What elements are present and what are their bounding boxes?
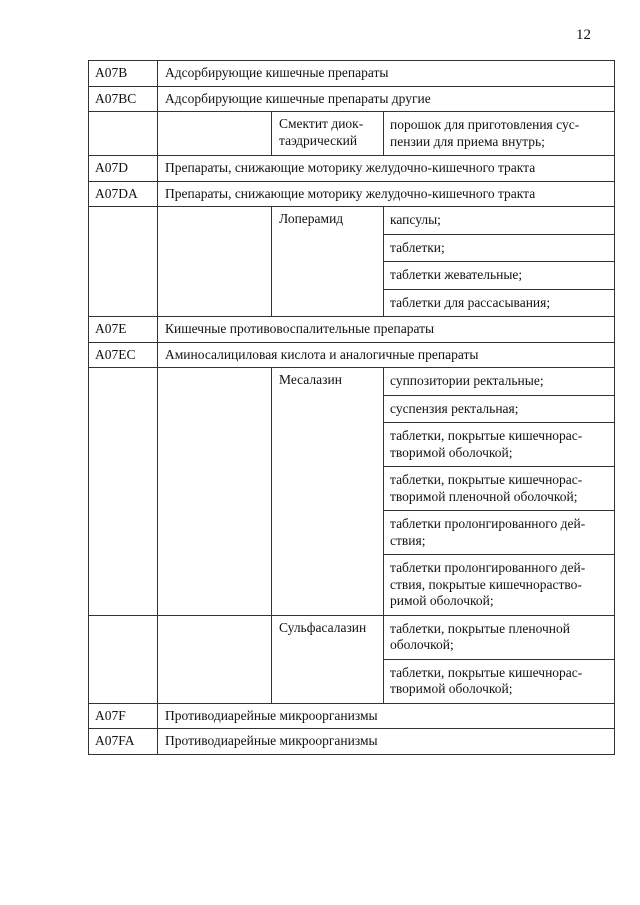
dosage-form: таблетки пролонгированного дей- ствия; xyxy=(384,511,614,555)
empty-code-cell xyxy=(89,368,158,616)
dosage-form: таблетки пролонгированного дей- ствия, покрытые кишечнораство- римой оболочкой; xyxy=(390,560,586,608)
empty-name-cell xyxy=(158,615,272,703)
group-row xyxy=(89,156,615,182)
drug-row xyxy=(89,368,615,616)
dosage-forms-list xyxy=(384,112,614,155)
drug-row xyxy=(89,112,615,156)
group-row xyxy=(89,703,615,729)
dosage-forms-cell xyxy=(384,368,615,616)
atc-code: A07B xyxy=(89,61,158,87)
dosage-forms-list xyxy=(384,616,614,703)
empty-name-cell xyxy=(158,207,272,317)
page-number: 12 xyxy=(576,27,591,43)
atc-code: A07F xyxy=(89,703,158,729)
drug-name: Месалазин xyxy=(272,368,384,616)
empty-code-cell xyxy=(89,207,158,317)
group-name: Препараты, снижающие моторику желудочно-кишечного тракта xyxy=(158,181,615,207)
dosage-forms-list xyxy=(384,207,614,316)
drug-classification-table xyxy=(88,60,615,755)
group-name: Адсорбирующие кишечные препараты другие xyxy=(158,86,615,112)
group-row xyxy=(89,86,615,112)
group-name: Противодиарейные микроорганизмы xyxy=(158,703,615,729)
drug-row xyxy=(89,207,615,317)
empty-name-cell xyxy=(158,368,272,616)
empty-code-cell xyxy=(89,615,158,703)
dosage-form: порошок для приготовления сус- пензии для приема внутрь; xyxy=(390,117,580,149)
group-name: Аминосалициловая кислота и аналогичные препараты xyxy=(158,342,615,368)
empty-code-cell xyxy=(89,112,158,156)
atc-code: A07DA xyxy=(89,181,158,207)
dosage-forms-cell xyxy=(384,615,615,703)
drug-name: Сульфасалазин xyxy=(272,615,384,703)
group-name: Адсорбирующие кишечные препараты xyxy=(158,61,615,87)
dosage-form: суппозитории ректальные; xyxy=(384,368,614,395)
atc-code: A07D xyxy=(89,156,158,182)
group-row xyxy=(89,61,615,87)
dosage-form: таблетки, покрытые пленочной оболочкой; xyxy=(384,616,614,660)
dosage-forms-list xyxy=(384,368,614,615)
group-row xyxy=(89,342,615,368)
atc-code: A07FA xyxy=(89,729,158,755)
group-name: Противодиарейные микроорганизмы xyxy=(158,729,615,755)
group-row xyxy=(89,729,615,755)
group-row xyxy=(89,317,615,343)
dosage-form: таблетки, покрытые кишечнорас- творимой оболочкой; xyxy=(384,423,614,467)
drug-name: Лоперамид xyxy=(272,207,384,317)
dosage-form: таблетки; xyxy=(384,234,614,262)
atc-code: A07E xyxy=(89,317,158,343)
dosage-form: таблетки, покрытые кишечнорас- творимой оболочкой; xyxy=(390,664,583,696)
dosage-form: таблетки для рассасывания; xyxy=(390,294,551,310)
group-name: Препараты, снижающие моторику желудочно-кишечного тракта xyxy=(158,156,615,182)
atc-code: A07BC xyxy=(89,86,158,112)
dosage-form: суспензия ректальная; xyxy=(384,395,614,423)
dosage-form: таблетки жевательные; xyxy=(384,262,614,290)
group-name: Кишечные противовоспалительные препараты xyxy=(158,317,615,343)
dosage-form: капсулы; xyxy=(384,207,614,234)
group-row xyxy=(89,181,615,207)
atc-code: A07EC xyxy=(89,342,158,368)
dosage-forms-cell xyxy=(384,207,615,317)
drug-name: Смектит диок- таэдрический xyxy=(272,112,384,156)
dosage-forms-cell xyxy=(384,112,615,156)
dosage-form: таблетки, покрытые кишечнорас- творимой пленочной оболочкой; xyxy=(384,467,614,511)
drug-row xyxy=(89,615,615,703)
empty-name-cell xyxy=(158,112,272,156)
